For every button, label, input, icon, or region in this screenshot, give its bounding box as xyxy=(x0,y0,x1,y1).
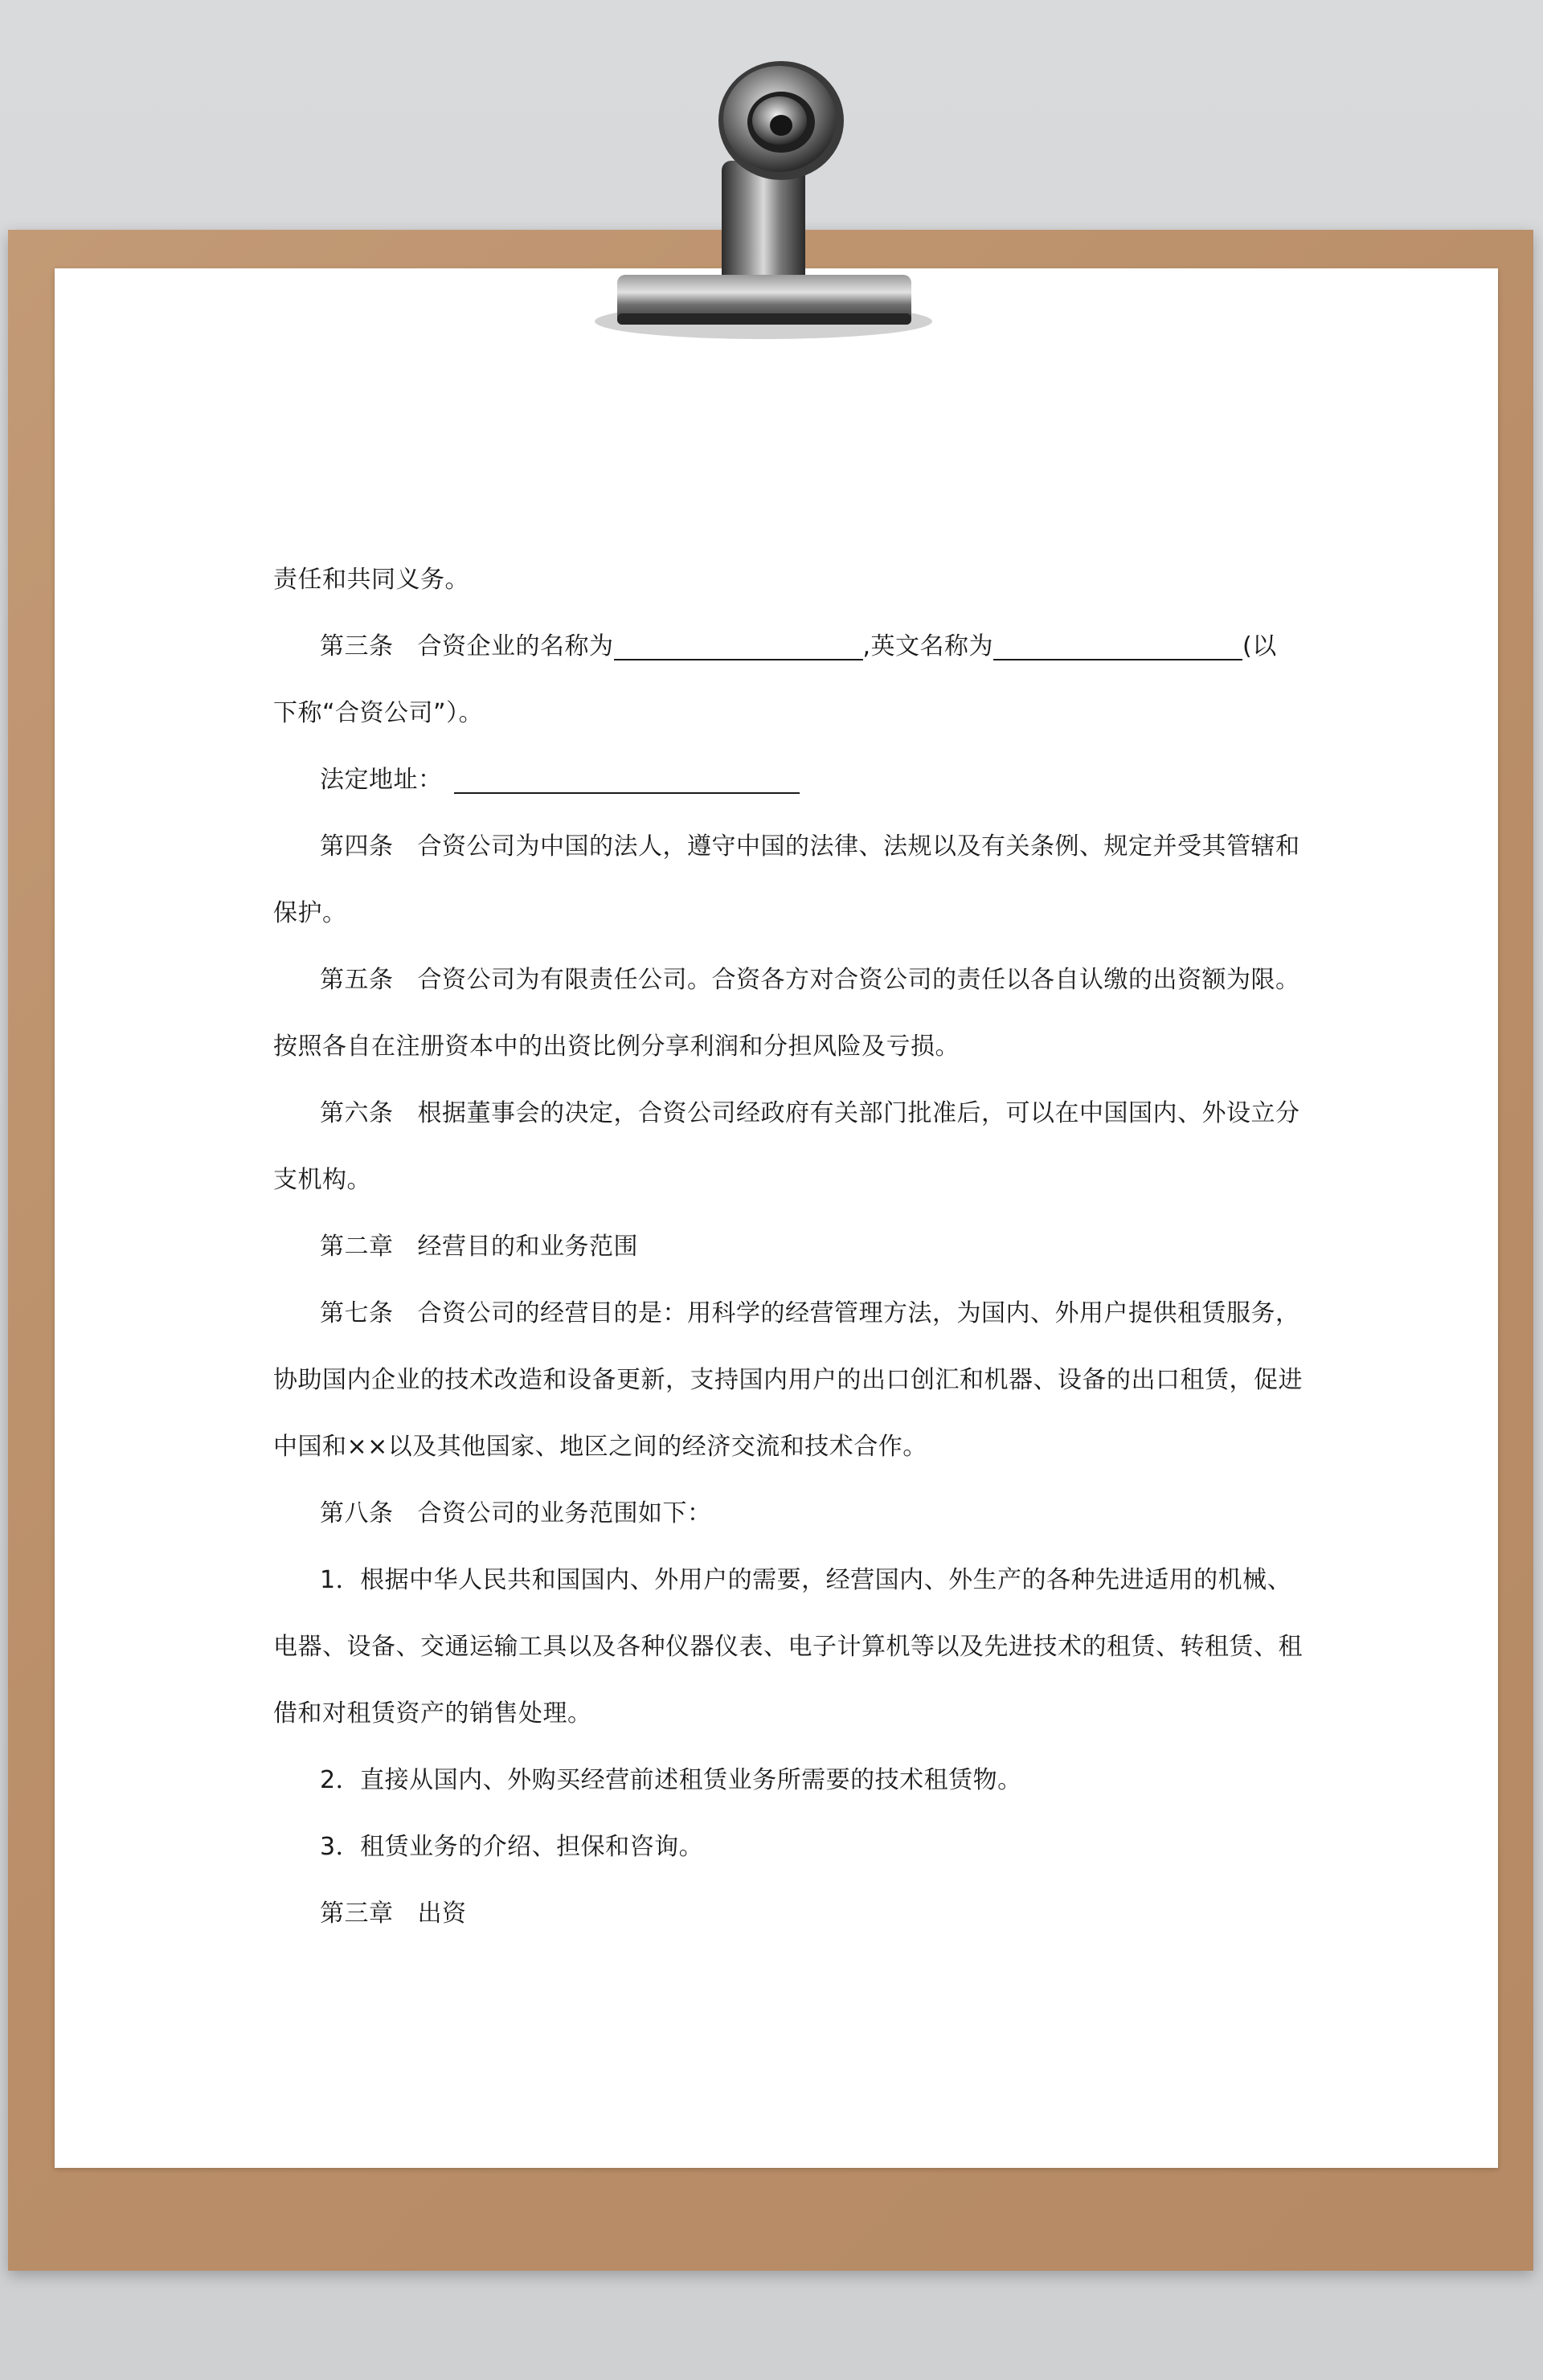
list-item-2: 2．直接从国内、外购买经营前述租赁业务所需要的技术租赁物。 xyxy=(320,1766,1022,1794)
text-line: 按照各自在注册资本中的出资比例分享利润和分担风险及亏损。 xyxy=(273,1033,960,1061)
binder-clip-icon xyxy=(579,48,948,354)
text-line: 中国和××以及其他国家、地区之间的经济交流和技术合作。 xyxy=(273,1433,927,1461)
contract-text xyxy=(273,556,1303,1957)
chapter-3-heading: 第三章 出资 xyxy=(320,1900,467,1928)
text-line: 责任和共同义务。 xyxy=(273,566,469,594)
list-item-3: 3．租赁业务的介绍、担保和咨询。 xyxy=(320,1833,704,1861)
text-line: 支机构。 xyxy=(273,1166,371,1194)
article-7-line: 第七条 合资公司的经营目的是：用科学的经营管理方法，为国内、外用户提供租赁服务， xyxy=(320,1299,1300,1327)
article-8-line: 第八条 合资公司的业务范围如下： xyxy=(320,1499,712,1527)
english-name-blank xyxy=(993,627,1242,660)
text-line: 借和对租赁资产的销售处理。 xyxy=(273,1699,592,1728)
address-blank xyxy=(454,760,800,794)
chapter-2-heading: 第二章 经营目的和业务范围 xyxy=(320,1233,638,1261)
text-line: 下称“合资公司”）。 xyxy=(273,699,484,727)
article-5-line: 第五条 合资公司为有限责任公司。合资各方对合资公司的责任以各自认缴的出资额为限。 xyxy=(320,966,1300,994)
company-name-blank xyxy=(614,627,863,660)
text-line: 协助国内企业的技术改造和设备更新，支持国内用户的出口创汇和机器、设备的出口租赁，促进 xyxy=(273,1366,1303,1394)
list-item-1: 1．根据中华人民共和国国内、外用户的需要，经营国内、外生产的各种先进适用的机械、 xyxy=(320,1566,1292,1594)
address-line: 法定地址： xyxy=(273,756,1270,823)
text-line: 保护。 xyxy=(273,899,347,927)
article-4-line: 第四条 合资公司为中国的法人，遵守中国的法律、法规以及有关条例、规定并受其管辖和 xyxy=(320,832,1300,861)
article-6-line: 第六条 根据董事会的决定，合资公司经政府有关部门批准后，可以在中国国内、外设立分 xyxy=(320,1099,1300,1127)
article-3-line: 第三条 合资企业的名称为 ,英文名称为 (以 xyxy=(273,623,1270,689)
text-line: 电器、设备、交通运输工具以及各种仪器仪表、电子计算机等以及先进技术的租赁、转租赁、租 xyxy=(273,1633,1303,1661)
